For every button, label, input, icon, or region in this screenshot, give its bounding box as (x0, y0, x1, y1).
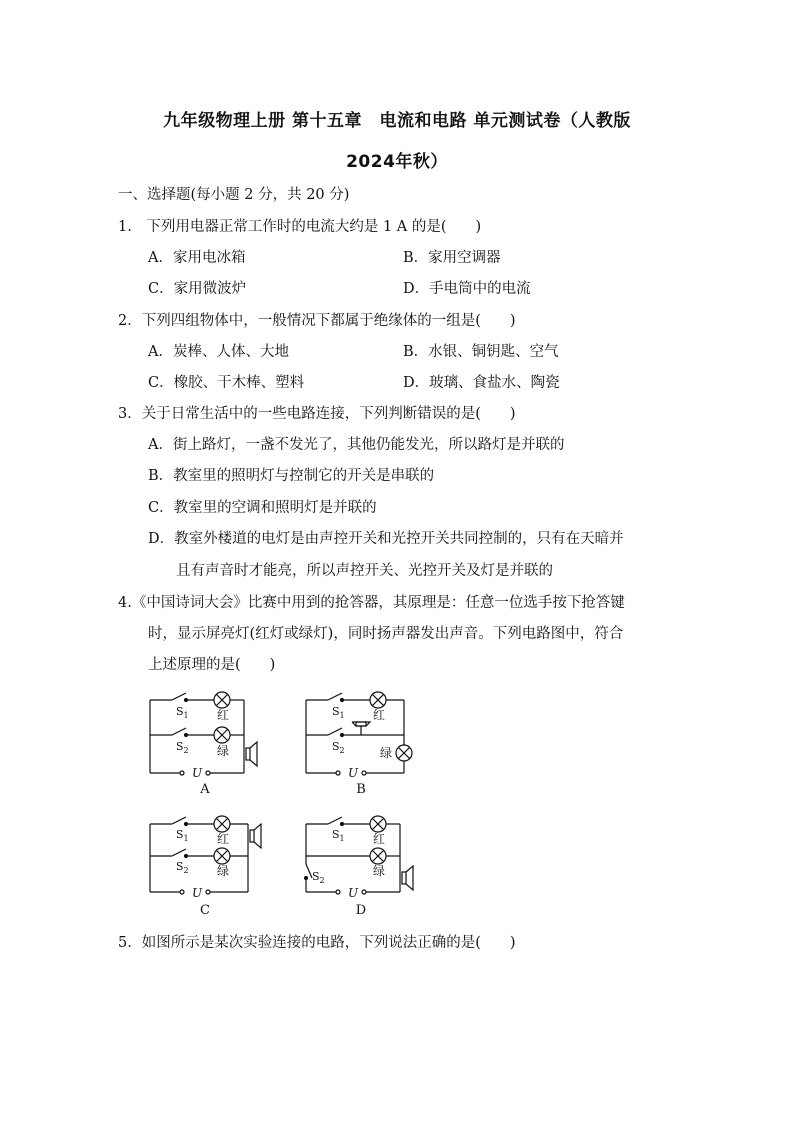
switch-s2-label: $S_2$ (176, 740, 189, 755)
q1-option-a: A．家用电冰箱 (148, 250, 246, 266)
svg-text:U: U (348, 766, 359, 780)
q1-option-b: B．家用空调器 (403, 250, 501, 266)
svg-text:S1: $S_1$ (332, 705, 345, 720)
question-2-stem: 2．下列四组物体中，一般情况下都属于绝缘体的一组是( ) (118, 313, 516, 329)
caption-a: A (200, 782, 210, 797)
red-lamp-label: 红 (217, 708, 230, 722)
svg-text:U: U (348, 886, 359, 900)
svg-text:S2: $S_2$ (312, 870, 325, 885)
svg-text:S2: $S_2$ (176, 860, 189, 875)
question-4-stem-line3: 上述原理的是( ) (148, 657, 276, 673)
caption-d: D (355, 903, 367, 918)
circuit-diagram-a (140, 685, 270, 789)
section-heading: 一、选择题(每小题 2 分，共 20 分) (118, 187, 350, 203)
q3-option-b: B．教室里的照明灯与控制它的开关是串联的 (148, 468, 435, 484)
q3-option-c: C．教室里的空调和照明灯是并联的 (148, 500, 377, 516)
switch-s1-label: $S_1$ (176, 705, 189, 720)
svg-text:绿: 绿 (373, 864, 386, 878)
svg-text:S2: $S_2$ (332, 740, 345, 755)
q3-option-d: D．教室外楼道的电灯是由声控开关和光控开关共同控制的，只有在天暗并 (148, 531, 624, 547)
voltage-label: U (192, 766, 203, 780)
svg-text:绿: 绿 (217, 864, 230, 878)
page-title: 九年级物理上册 第十五章 电流和电路 单元测试卷（人教版 (163, 111, 631, 131)
q2-option-a: A．炭棒、人体、大地 (148, 344, 289, 360)
svg-text:红: 红 (217, 832, 230, 846)
circuit-diagram-b (296, 685, 426, 789)
question-3-stem: 3．关于日常生活中的一些电路连接，下列判断错误的是( ) (118, 406, 516, 422)
question-4-stem: 4.《中国诗词大会》比赛中用到的抢答器，其原理是：任意一位选手按下抢答键 (118, 595, 625, 611)
svg-text:U: U (192, 886, 203, 900)
question-5-stem: 5．如图所示是某次实验连接的电路，下列说法正确的是( ) (118, 935, 516, 951)
green-lamp-label: 绿 (217, 744, 230, 758)
caption-c: C (200, 903, 210, 918)
q3-option-a: A．街上路灯，一盏不发光了，其他仍能发光，所以路灯是并联的 (148, 437, 565, 453)
q2-option-b: B．水银、铜钥匙、空气 (403, 344, 559, 360)
svg-text:S1: $S_1$ (332, 828, 345, 843)
q2-option-c: C．橡胶、干木棒、塑料 (148, 375, 305, 391)
q2-option-d: D．玻璃、食盐水、陶瓷 (403, 375, 560, 391)
question-1-stem: 1. 下列用电器正常工作时的电流大约是 1 A 的是( ) (118, 219, 482, 235)
caption-b: B (356, 782, 366, 797)
question-4-stem-line2: 时，显示屏亮灯(红灯或绿灯)，同时扬声器发出声音。下列电路图中，符合 (148, 626, 624, 642)
circuit-diagram-c (140, 812, 270, 916)
circuit-diagram-d (296, 812, 426, 916)
q1-option-c: C．家用微波炉 (148, 281, 247, 297)
svg-text:红: 红 (373, 708, 386, 722)
q1-option-d: D．手电筒中的电流 (403, 281, 531, 297)
svg-text:绿: 绿 (380, 746, 393, 760)
svg-text:红: 红 (373, 832, 386, 846)
svg-text:S1: $S_1$ (176, 828, 189, 843)
q3-option-d-continued: 且有声音时才能亮，所以声控开关、光控开关及灯是并联的 (176, 563, 553, 579)
page-title-line2: 2024年秋） (346, 152, 448, 172)
